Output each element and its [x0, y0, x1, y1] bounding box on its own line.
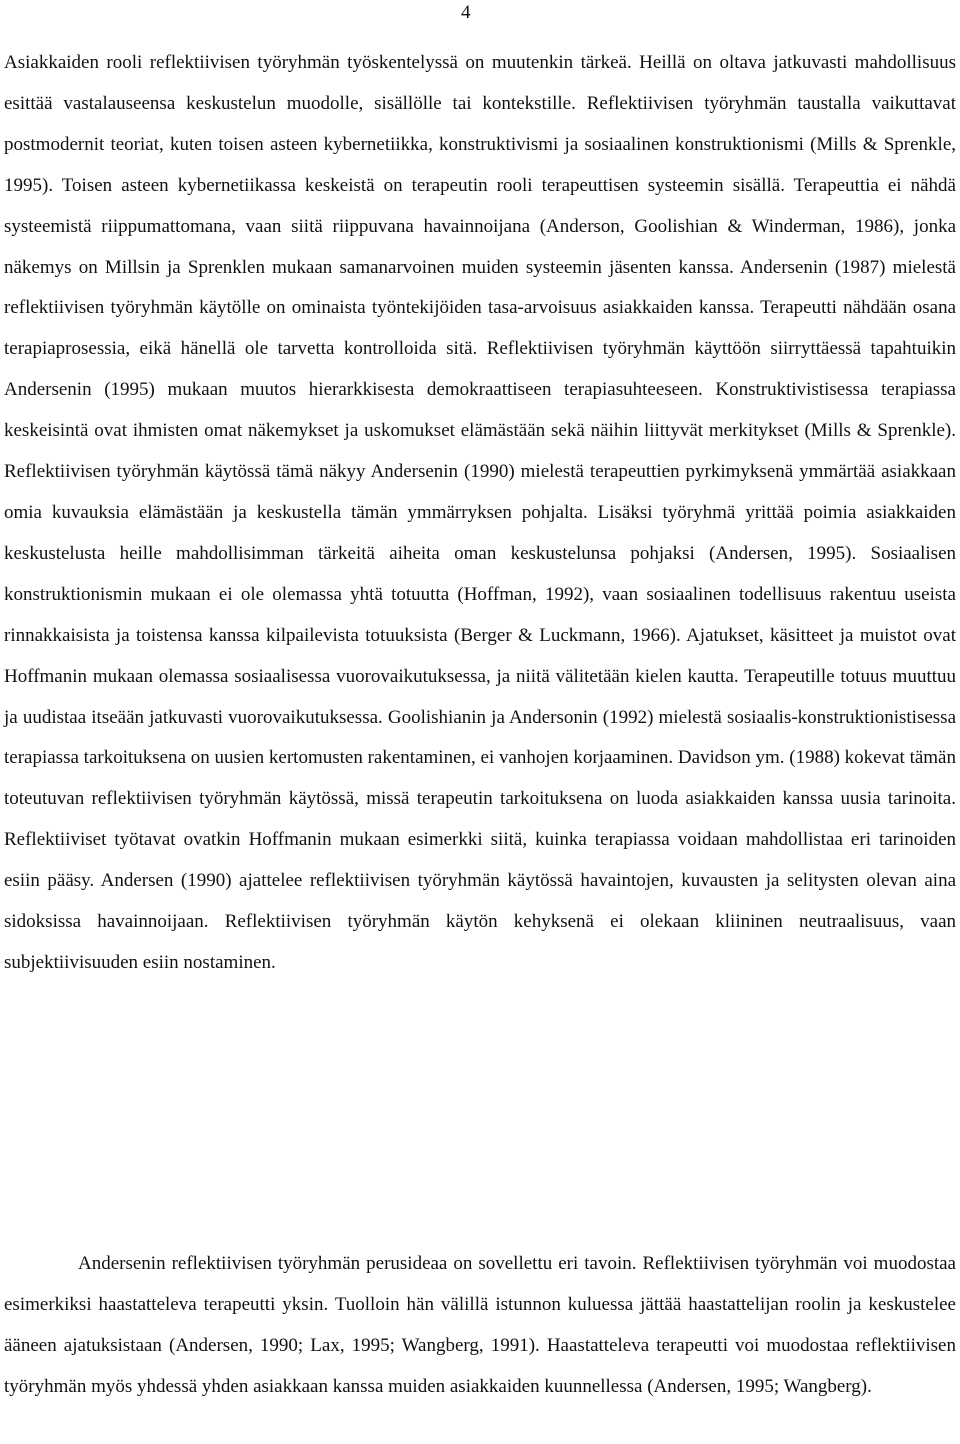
body-paragraph-1: Asiakkaiden rooli reflektiivisen työryhmän työskentelyssä on muutenkin tärkeä. Heillä on oltava jatkuvasti mahdollisuus esittää vastalauseensa keskustelun muodolle, sisällölle tai kontekstille. Reflektiivisen työryhmän taustalla vaikuttavat postmodernit teoriat, kuten toisen asteen kybernetiikka, konstruktivismi ja sosiaalinen konstruktionismi (Mills & Sprenkle, 1995). Toisen asteen kybernetiikassa keskeistä on terapeutin rooli terapeuttisen systeemin sisällä. Terapeuttia ei nähdä systeemistä riippumattomana, vaan siitä riippuvana havainnoijana (Anderson, Goolishian & Winderman, 1986), jonka näkemys on Millsin ja Sprenklen mukaan samanarvoinen muiden systeemin jäsenten kanssa. Andersenin (1987) mielestä reflektiivisen työryhmän käytölle on ominaista työntekijöiden tasa-arvoisuus asiakkaiden kanssa. Terapeutti nähdään osana terapiaprosessia, eikä hänellä ole tarvetta kontrolloida sitä. Reflektiivisen työryhmän käyttöön siirryttäessä tapahtuikin Andersenin (1995) mukaan muutos hierarkkisesta demokraattiseen terapiasuhteeseen. Konstruktivistisessa terapiassa keskeisintä ovat ihmisten omat näkemykset ja uskomukset elämästään sekä näihin liittyvät merkitykset (Mills & Sprenkle). Reflektiivisen työryhmän käytössä tämä näkyy Andersenin (1990) mielestä terapeuttien pyrkimyksenä ymmärtää asiakkaan omia kuvauksia elämästään ja keskustella tämän ymmärryksen pohjalta. Lisäksi työryhmä yrittää poimia asiakkaiden keskustelusta heille mahdollisimman tärkeitä aiheita oman keskustelunsa pohjaksi (Andersen, 1995). Sosiaalisen konstruktionismin mukaan ei ole olemassa yhtä totuutta (Hoffman, 1992), vaan sosiaalinen todellisuus rakentuu useista rinnakkaisista ja toistensa kanssa kilpailevista totuuksista (Berger & Luckmann, 1966). Ajatukset, käsitteet ja muistot ovat Hoffmanin mukaan olemassa sosiaalisessa vuorovaikutuksessa, ja niitä välitetään kielen kautta. Terapeutille totuus muuttuu ja uudistaa itseään jatkuvasti vuorovaikutuksessa. Goolishianin ja Andersonin (1992) mielestä sosiaalis-konstruktionistisessa terapiassa tarkoituksena on uusien kertomusten rakentaminen, ei vanhojen korjaaminen. Davidson ym. (1988) kokevat tämän toteutuvan reflektiivisen työryhmän käytössä, missä terapeutin tarkoituksena on luoda asiakkaiden kanssa uusia tarinoita. Reflektiiviset työtavat ovatkin Hoffmanin mukaan esimerkki siitä, kuinka terapiassa voidaan mahdollistaa eri tarinoiden esiin pääsy. Andersen (1990) ajattelee reflektiivisen työryhmän käytössä havaintojen, kuvausten ja selitysten olevan aina sidoksissa havainnoijaan. Reflektiivisen työryhmän käytön kehyksenä ei olekaan kliininen neutraalisuus, vaan subjektiivisuuden esiin nostaminen.	[4, 52, 956, 973]
page-number: 4	[461, 2, 471, 23]
body-paragraph-2: Andersenin reflektiivisen työryhmän perusideaa on sovellettu eri tavoin. Reflektiivisen työryhmän voi muodostaa esimerkiksi haastatteleva terapeutti yksin. Tuolloin hän välillä istunnon kuluessa jättää haastattelijan roolin ja keskustelee ääneen ajatuksistaan (Andersen, 1990; Lax, 1995; Wangberg, 1991). Haastatteleva terapeutti voi muodostaa reflektiivisen työryhmän myös yhdessä yhden asiakkaan kanssa muiden asiakkaiden kuunnellessa (Andersen, 1995; Wangberg).	[4, 1253, 956, 1397]
